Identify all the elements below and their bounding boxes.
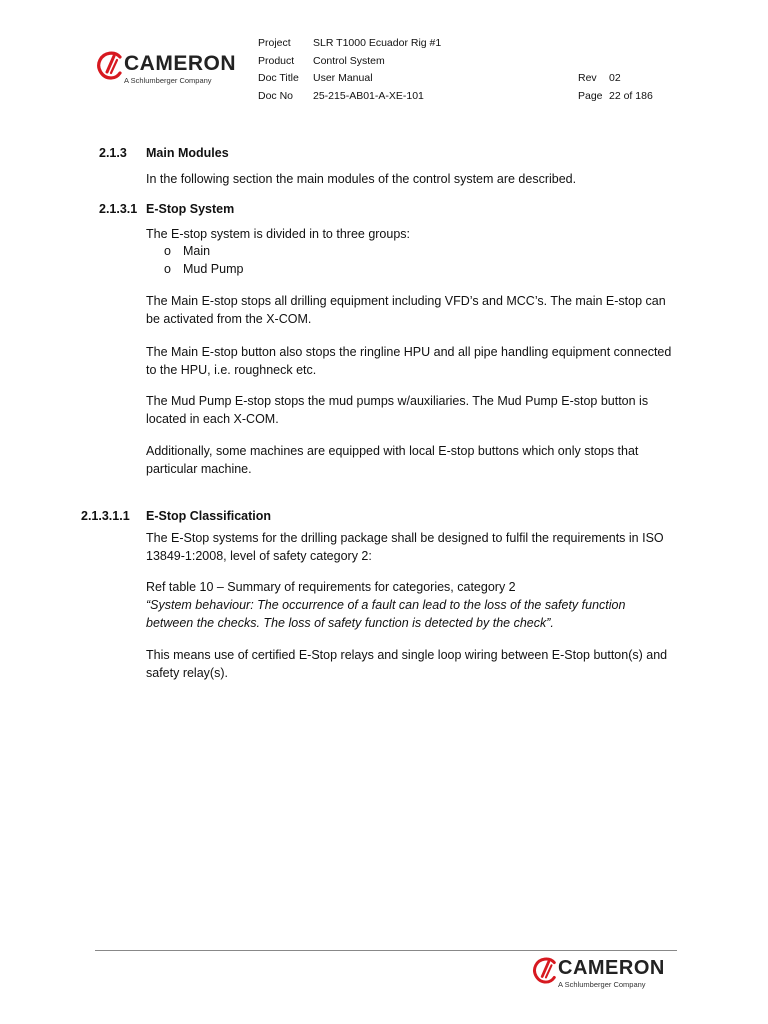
logo-subtitle: A Schlumberger Company <box>124 76 212 85</box>
page-value: 22 of 186 <box>609 89 653 102</box>
footer-rule <box>95 950 677 951</box>
cameron-logo <box>96 50 236 85</box>
section-number: 2.1.3.1.1 <box>81 509 130 523</box>
list-item: Mud Pump <box>183 262 244 276</box>
cameron-logo-footer <box>532 955 665 989</box>
bullet-marker: o <box>164 262 171 276</box>
header-values <box>313 37 441 107</box>
cameron-logo-icon <box>96 50 124 80</box>
section-title: E-Stop System <box>146 202 235 216</box>
paragraph: In the following section the main modules of the control system are described. <box>146 172 577 186</box>
rev-value: 02 <box>609 72 621 84</box>
logo-wordmark: CAMERON <box>558 957 665 979</box>
header-labels <box>258 37 299 107</box>
section-number: 2.1.3 <box>99 146 127 160</box>
bullet-marker: o <box>164 244 171 258</box>
project-value: SLR T1000 Ecuador Rig #1 <box>313 37 442 49</box>
section-number: 2.1.3.1 <box>99 202 138 216</box>
doc-no-label: Doc No <box>258 89 294 102</box>
doc-title-label: Doc Title <box>258 72 299 84</box>
quote: “System behaviour: The occurrence of a fault can lead to the loss of the safety function between the checks. The loss of safety function is detected by the check”. <box>146 598 626 630</box>
doc-no-value: 25-215-AB01-A-XE-101 <box>313 89 424 102</box>
product-value: Control System <box>313 54 385 67</box>
paragraph: The E-stop system is divided in to three groups: <box>146 227 411 241</box>
paragraph: This means use of certified E-Stop relays and single loop wiring between E-Stop button(s) and safety relay(s). <box>146 648 668 680</box>
paragraph: Additionally, some machines are equipped with local E-stop buttons which only stops that particular machine. <box>146 444 639 476</box>
page-label: Page <box>578 89 603 102</box>
paragraph: The Main E-stop stops all drilling equipment including VFD’s and MCC’s. The main E-stop can be activated from the X-COM. <box>146 294 666 326</box>
product-label: Product <box>258 54 295 67</box>
doc-title-value: User Manual <box>313 72 373 84</box>
project-label: Project <box>258 37 291 49</box>
logo-wordmark: CAMERON <box>124 52 236 75</box>
cameron-logo-icon <box>532 955 558 985</box>
section-title: Main Modules <box>146 146 229 160</box>
section-title: E-Stop Classification <box>146 509 272 523</box>
logo-subtitle: A Schlumberger Company <box>558 980 646 989</box>
reference-line: Ref table 10 – Summary of requirements for categories, category 2 <box>146 580 516 594</box>
paragraph: The E-Stop systems for the drilling package shall be designed to fulfil the requirements in ISO 13849-1:2008, level of safety category 2: <box>146 531 664 563</box>
paragraph: The Mud Pump E-stop stops the mud pumps w/auxiliaries. The Mud Pump E-stop button is located in each X-COM. <box>146 394 649 426</box>
rev-label: Rev <box>578 72 597 84</box>
list-item: Main <box>183 244 211 258</box>
paragraph: The Main E-stop button also stops the ringline HPU and all pipe handling equipment connected to the HPU, i.e. roughneck etc. <box>146 345 672 377</box>
